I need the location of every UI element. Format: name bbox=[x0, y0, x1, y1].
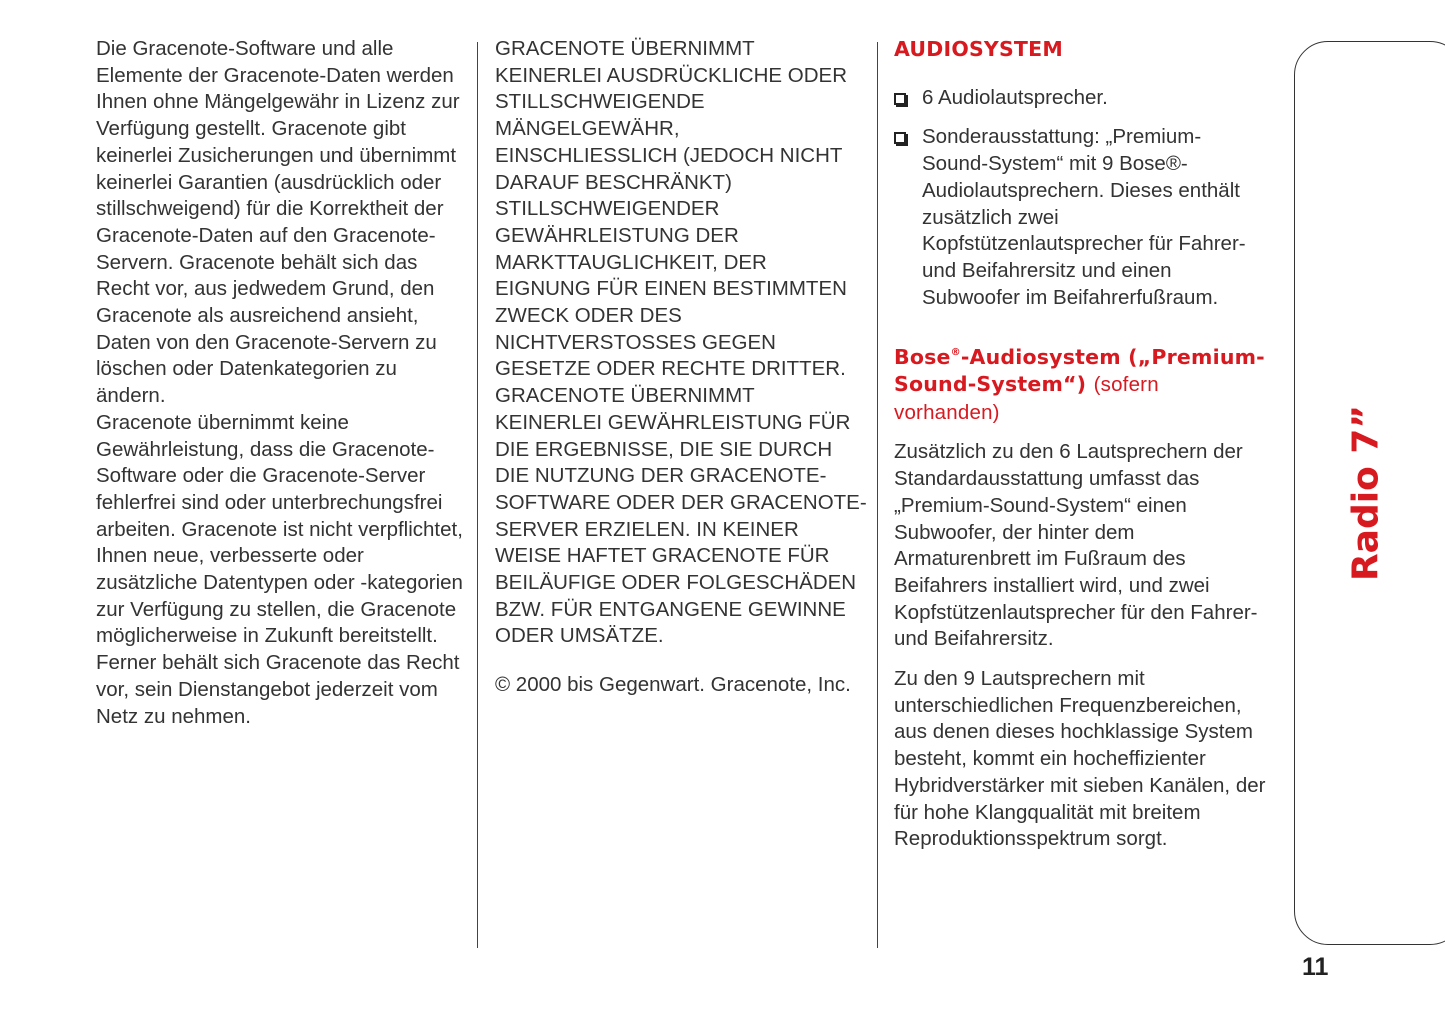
subheading-note: (sofern vorhanden) bbox=[894, 373, 1159, 424]
column-gracenote-terms bbox=[96, 36, 464, 730]
paragraph: Die Gracenote-Software und alle Elemente der Gracenote-Daten werden Ihnen ohne Mängelgewähr in Lizenz zur Verfügung gestellt. Gracenote gibt keinerlei Zusicherungen und übernimmt keinerlei Garantien (ausdrücklich oder stillschweigend) für die Korrektheit der Gracenote-Daten auf den Gracenote-Servern. Gracenote behält sich das Recht vor, aus jedwedem Grund, den Gracenote als ausreichend ansieht, Daten von den Gracenote-Servern zu löschen oder Datenkategorien zu ändern. bbox=[96, 37, 460, 408]
registered-mark: ® bbox=[950, 347, 961, 359]
subheading-part2: -Audiosystem („Premium-Sound-System“) bbox=[894, 345, 1265, 397]
bullet-text: Sonderausstattung: „Premium-Sound-System“ mit 9 Bose®-Audiolautsprechern. Dieses enthält zusätzlich zwei Kopfstützenlautsprecher für Fahrer- und Beifahrersitz und einen Subwoofer im Beifahrerfußraum. bbox=[922, 125, 1246, 309]
subheading-part1: Bose bbox=[894, 345, 951, 370]
checkbox-bullet-icon bbox=[894, 132, 906, 144]
paragraph: Zusätzlich zu den 6 Lautsprechern der Standardausstattung umfasst das „Premium-Sound-System“ einen Subwoofer, der hinter dem Armaturenbrett im Fußraum des Beifahrers installiert wird, und zwei Kopfstützenlautsprecher für den Fahrer- und Beifahrersitz. bbox=[894, 440, 1258, 651]
column-disclaimer bbox=[495, 36, 867, 699]
column-audiosystem bbox=[894, 36, 1266, 853]
section-title: AUDIOSYSTEM bbox=[894, 37, 1063, 61]
paragraph: Gracenote übernimmt keine Gewährleistung, dass die Gracenote-Software oder die Gracenote-Server fehlerfrei sind oder unterbrechungsfrei arbeiten. Gracenote ist nicht verpflichtet, Ihnen neue, verbesserte oder zusätzliche Datentypen oder -kategorien zur Verfügung zu stellen, die Gracenote möglicherweise in Zukunft bereitstellt. Ferner behält sich Gracenote das Recht vor, sein Dienstangebot jederzeit vom Netz zu nehmen. bbox=[96, 410, 463, 728]
bullet-text: 6 Audiolautsprecher. bbox=[922, 85, 1108, 109]
copyright-notice: © 2000 bis Gegenwart. Gracenote, Inc. bbox=[495, 673, 851, 697]
chapter-tab-label: Radio 7” bbox=[1345, 404, 1387, 582]
page-number: 11 bbox=[1302, 953, 1329, 981]
column-divider bbox=[877, 42, 878, 948]
checkbox-bullet-icon bbox=[894, 93, 906, 105]
disclaimer-text: GRACENOTE ÜBERNIMMT KEINERLEI AUSDRÜCKLICHE ODER STILLSCHWEIGENDE MÄNGELGEWÄHR, EINSCHLIESSLICH (JEDOCH NICHT DARAUF BESCHRÄNKT) STILLSCHWEIGENDER GEWÄHRLEISTUNG DER MARKTTAUGLICHKEIT, DER EIGNUNG FÜR EINEN BESTIMMTEN ZWECK ODER DES NICHTVERSTOSSES GEGEN GESETZE ODER RECHTE DRITTER. GRACENOTE ÜBERNIMMT KEINERLEI GEWÄHRLEISTUNG FÜR DIE ERGEBNISSE, DIE SIE DURCH DIE NUTZUNG DER GRACENOTE-SOFTWARE ODER DER GRACENOTE-SERVER ERZIELEN. IN KEINER WEISE HAFTET GRACENOTE FÜR BEILÄUFIGE ODER FOLGESCHÄDEN BZW. FÜR ENTGANGENE GEWINNE ODER UMSÄTZE. bbox=[495, 37, 867, 648]
list-item bbox=[894, 124, 1266, 311]
column-divider bbox=[477, 42, 478, 948]
list-item bbox=[894, 85, 1266, 112]
subheading bbox=[894, 340, 1266, 426]
paragraph: Zu den 9 Lautsprechern mit unterschiedlichen Frequenzbereichen, aus denen dieses hochklassige System besteht, kommt ein hocheffizienter Hybridverstärker mit sieben Kanälen, der für hohe Klangqualität mit breitem Reproduktionsspektrum sorgt. bbox=[894, 667, 1266, 851]
